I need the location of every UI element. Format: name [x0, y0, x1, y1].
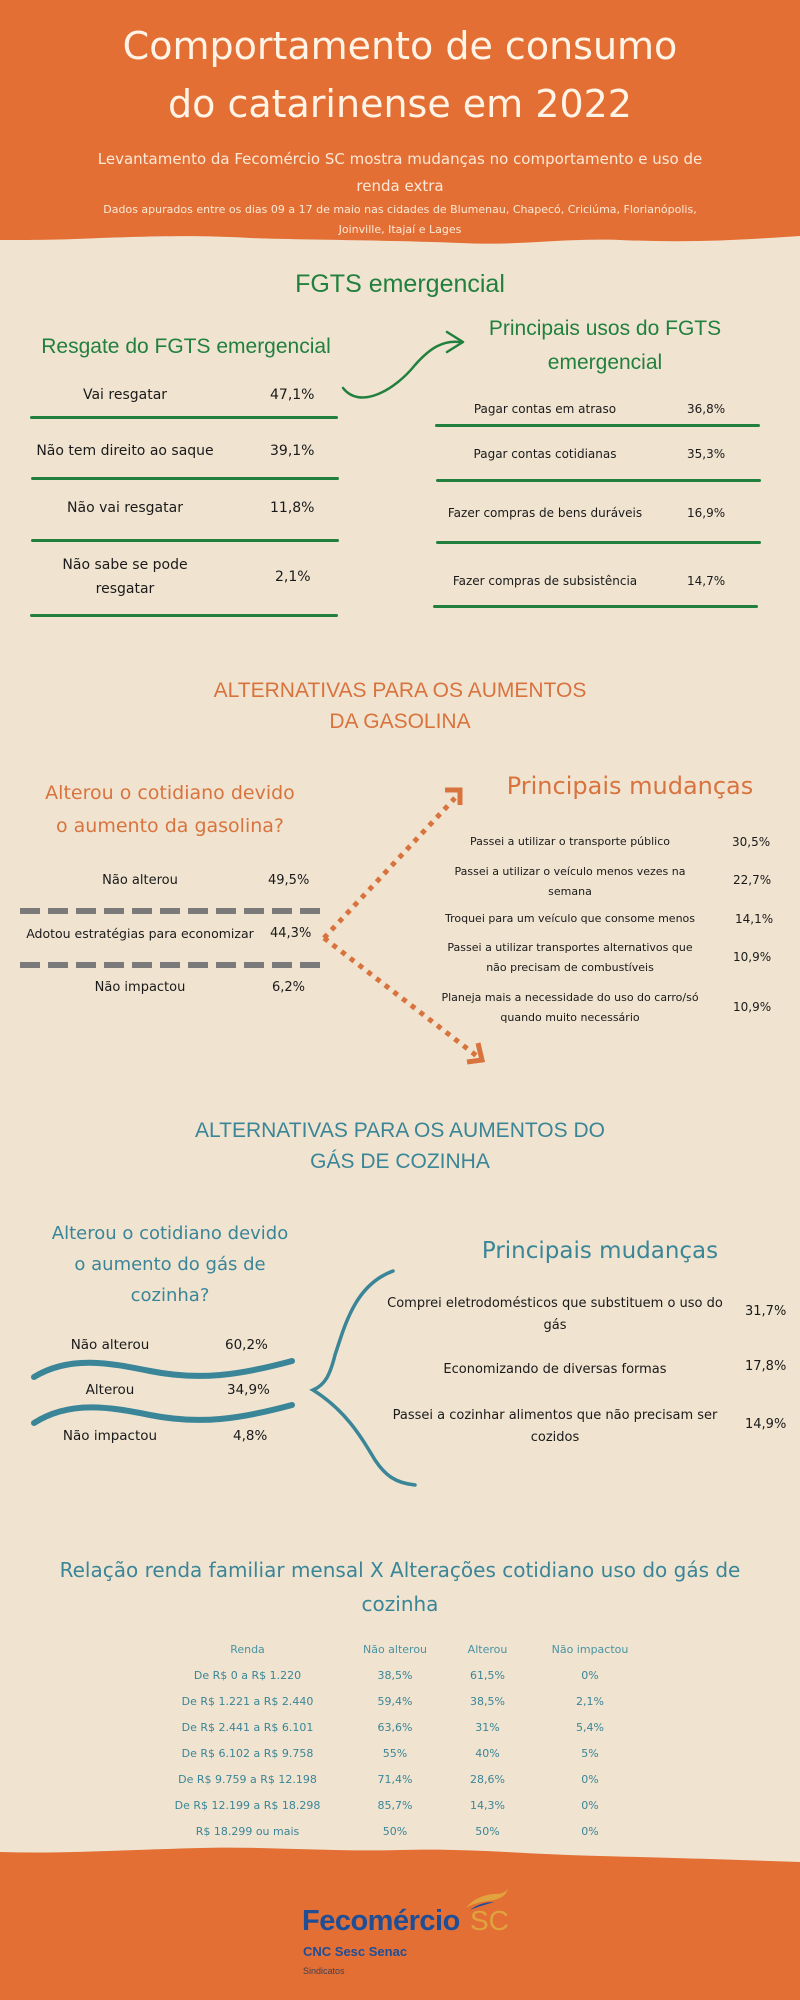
gasolina-question-line2: o aumento da gasolina?	[56, 815, 284, 837]
table-row	[160, 1792, 660, 1818]
resgate-label-3-line1: Não sabe se pode	[62, 557, 188, 573]
cozinha-mudanca-0-line1: Comprei eletrodomésticos que substituem o uso do	[387, 1296, 723, 1311]
cell-alterou: 31%	[475, 1720, 500, 1734]
cell-nao-impactou: 5,4%	[576, 1720, 604, 1734]
cell-renda: De R$ 9.759 a R$ 12.198	[178, 1772, 317, 1786]
gasolina-mudanca-value-0: 30,5%	[732, 835, 771, 849]
cell-renda: De R$ 6.102 a R$ 9.758	[181, 1746, 314, 1760]
usos-label-2: Fazer compras de bens duráveis	[447, 506, 643, 520]
subtitle-line2: renda extra	[356, 177, 444, 195]
col-header-renda: Renda	[230, 1642, 265, 1656]
usos-label-1: Pagar contas cotidianas	[473, 447, 617, 461]
cell-nao-alterou: 63,6%	[377, 1720, 413, 1734]
renda-title-line1: Relação renda familiar mensal X Alterações cotidiano uso do gás de	[59, 1558, 741, 1582]
resgate-title: Resgate do FGTS emergencial	[41, 335, 331, 358]
cell-nao-alterou: 59,4%	[377, 1694, 413, 1708]
table-row	[160, 1740, 660, 1766]
main-title-line1: Comportamento de consumo	[122, 24, 678, 68]
col-header-nao-alterou: Não alterou	[362, 1642, 428, 1656]
gasolina-mudanca-value-1: 22,7%	[733, 873, 772, 887]
table-row	[160, 1662, 660, 1688]
cell-renda: De R$ 2.441 a R$ 6.101	[181, 1720, 314, 1734]
cell-alterou: 40%	[475, 1746, 500, 1760]
cozinha-answer-value-2: 4,8%	[233, 1428, 268, 1444]
divider	[433, 605, 758, 608]
gasolina-title-line2: DA GASOLINA	[329, 710, 471, 733]
gasolina-answer-value-2: 6,2%	[272, 980, 306, 995]
gasolina-title-line1: ALTERNATIVAS PARA OS AUMENTOS	[213, 679, 587, 702]
usos-title	[440, 312, 770, 380]
usos-label-3: Fazer compras de subsistência	[452, 574, 638, 588]
cell-nao-impactou: 2,1%	[576, 1694, 604, 1708]
gasolina-mudanca-2	[430, 909, 710, 929]
cell-alterou: 50%	[475, 1824, 500, 1838]
resgate-value-2: 11,8%	[270, 500, 315, 516]
usos-value-3: 14,7%	[687, 574, 726, 588]
cozinha-question-line3: cozinha?	[130, 1285, 210, 1306]
col-header-alterou: Alterou	[467, 1642, 508, 1656]
resgate-value-3: 2,1%	[275, 569, 311, 585]
logo-partners: CNC Sesc Senac	[303, 1944, 408, 1959]
cell-renda: R$ 18.299 ou mais	[195, 1824, 300, 1838]
dashed-divider	[20, 908, 324, 914]
gasolina-question	[30, 777, 310, 843]
gasolina-mudanca-4-line2: quando muito necessário	[500, 1011, 640, 1024]
usos-value-1: 35,3%	[687, 447, 726, 461]
resgate-value-0: 47,1%	[270, 387, 315, 403]
table-row	[160, 1766, 660, 1792]
cozinha-mudanca-1	[375, 1359, 735, 1381]
cozinha-question-line1: Alterou o cotidiano devido	[51, 1223, 289, 1244]
gasolina-answer-label-2: Não impactou	[94, 980, 186, 995]
gasolina-mudanca-value-3: 10,9%	[733, 950, 772, 964]
cell-alterou: 14,3%	[470, 1798, 505, 1812]
gasolina-mudanca-4	[430, 988, 710, 1028]
cozinha-answer-label-2: Não impactou	[62, 1428, 158, 1444]
gasolina-mudanca-1-line2: semana	[548, 885, 592, 898]
main-title-line2: do catarinense em 2022	[168, 82, 632, 126]
cozinha-mudanca-1-line1: Economizando de diversas formas	[443, 1362, 667, 1377]
divider	[31, 477, 339, 480]
fgts-section-title: FGTS emergencial	[295, 270, 505, 298]
renda-table-title	[30, 1553, 770, 1621]
gasolina-mudanca-2-line1: Troquei para um veículo que consome menos	[444, 912, 695, 925]
dashed-divider	[20, 962, 324, 968]
divider	[31, 539, 339, 542]
divider	[30, 614, 338, 617]
cozinha-answer-value-0: 60,2%	[225, 1337, 268, 1353]
divider	[436, 479, 761, 482]
cell-nao-impactou: 0%	[581, 1668, 599, 1682]
gasolina-mudanca-3-line1: Passei a utilizar transportes alternativos que	[447, 941, 693, 954]
details-line2: Joinville, Itajaí e Lages	[338, 223, 462, 236]
subtitle-line1: Levantamento da Fecomércio SC mostra mudanças no comportamento e uso de	[97, 150, 703, 168]
cozinha-mudanca-value-0: 31,7%	[745, 1304, 787, 1319]
gasolina-answer-value-1: 44,3%	[270, 926, 312, 941]
cozinha-section-title	[0, 1115, 800, 1177]
gasolina-mudanca-4-line1: Planeja mais a necessidade do uso do carro/só	[441, 991, 699, 1004]
wave-dividers	[30, 1355, 300, 1435]
gasolina-mudanca-value-4: 10,9%	[733, 1000, 772, 1014]
cozinha-mudanca-value-1: 17,8%	[745, 1359, 787, 1374]
renda-title-line2: cozinha	[361, 1592, 439, 1616]
gasolina-mudanca-1-line1: Passei a utilizar o veículo menos vezes na	[454, 865, 686, 878]
resgate-label-3	[30, 553, 220, 601]
cozinha-mudanca-value-2: 14,9%	[745, 1417, 787, 1432]
cell-renda: De R$ 1.221 a R$ 2.440	[181, 1694, 314, 1708]
gasolina-question-line1: Alterou o cotidiano devido	[45, 782, 295, 804]
cozinha-title-line2: GÁS DE COZINHA	[310, 1150, 490, 1173]
usos-value-0: 36,8%	[687, 402, 726, 416]
usos-title-line1: Principais usos do FGTS	[488, 317, 722, 340]
table-row	[160, 1714, 660, 1740]
cozinha-mudanca-2	[375, 1405, 735, 1449]
cell-alterou: 61,5%	[470, 1668, 505, 1682]
gasolina-mudanca-value-2: 14,1%	[735, 912, 774, 926]
cozinha-answer-value-1: 34,9%	[227, 1382, 270, 1398]
details-line1: Dados apurados entre os dias 09 a 17 de maio nas cidades de Blumenau, Chapecó, Criciúma, Florianópolis,	[103, 203, 697, 216]
gasolina-mudanca-3-line2: não precisam de combustíveis	[486, 961, 654, 974]
logo-fecomercio: Fecomércio	[302, 1905, 460, 1937]
resgate-label-3-line2: resgatar	[95, 581, 155, 597]
cell-renda: De R$ 0 a R$ 1.220	[193, 1668, 302, 1682]
cell-alterou: 38,5%	[470, 1694, 505, 1708]
cell-nao-alterou: 38,5%	[377, 1668, 413, 1682]
cell-nao-alterou: 71,4%	[377, 1772, 413, 1786]
gasolina-mudanca-1	[430, 862, 710, 902]
gasolina-answer-label-0: Não alterou	[102, 873, 178, 888]
cell-nao-impactou: 0%	[581, 1824, 599, 1838]
gasolina-mudancas-title: Principais mudanças	[506, 772, 754, 800]
divider	[30, 416, 338, 419]
usos-label-0: Pagar contas em atraso	[473, 402, 617, 416]
cozinha-mudanca-2-line1: Passei a cozinhar alimentos que não precisam ser	[392, 1408, 718, 1423]
cell-nao-impactou: 0%	[581, 1772, 599, 1786]
cozinha-mudanca-0	[375, 1293, 735, 1337]
gasolina-mudanca-0-line1: Passei a utilizar o transporte público	[469, 835, 671, 848]
gasolina-mudanca-3	[430, 938, 710, 978]
table-row	[160, 1688, 660, 1714]
resgate-value-1: 39,1%	[270, 443, 315, 459]
resgate-label-0: Vai resgatar	[82, 387, 168, 403]
gasolina-answer-value-0: 49,5%	[268, 873, 310, 888]
cozinha-title-line1: ALTERNATIVAS PARA OS AUMENTOS DO	[195, 1119, 605, 1142]
cozinha-answer-label-1: Alterou	[85, 1382, 135, 1398]
renda-table	[160, 1636, 660, 1844]
cell-alterou: 28,6%	[470, 1772, 505, 1786]
gasolina-section-title	[0, 675, 800, 737]
usos-title-line2: emergencial	[547, 351, 663, 374]
gasolina-mudanca-0	[430, 832, 710, 852]
cell-renda: De R$ 12.199 a R$ 18.298	[174, 1798, 321, 1812]
gasolina-answer-label-1: Adotou estratégias para economizar	[26, 926, 254, 941]
divider	[435, 424, 760, 427]
cell-nao-impactou: 5%	[581, 1746, 599, 1760]
cell-nao-alterou: 55%	[382, 1746, 408, 1760]
resgate-label-1: Não tem direito ao saque	[36, 443, 214, 459]
usos-value-2: 16,9%	[687, 506, 726, 520]
table-header-row	[160, 1636, 660, 1662]
cozinha-answer-label-0: Não alterou	[70, 1337, 150, 1353]
cozinha-question	[40, 1218, 300, 1311]
col-header-nao-impactou: Não impactou	[551, 1642, 629, 1656]
cell-nao-alterou: 50%	[382, 1824, 408, 1838]
divider	[436, 541, 761, 544]
resgate-label-2: Não vai resgatar	[67, 500, 183, 516]
cozinha-mudancas-title: Principais mudanças	[481, 1238, 719, 1264]
logo-sc: SC	[470, 1905, 509, 1936]
cell-nao-alterou: 85,7%	[377, 1798, 413, 1812]
cozinha-mudanca-2-line2: cozidos	[530, 1430, 580, 1445]
logo-sindicatos: Sindicatos	[303, 1966, 345, 1976]
cozinha-question-line2: o aumento do gás de	[74, 1254, 266, 1275]
cozinha-mudanca-0-line2: gás	[543, 1318, 567, 1333]
cell-nao-impactou: 0%	[581, 1798, 599, 1812]
